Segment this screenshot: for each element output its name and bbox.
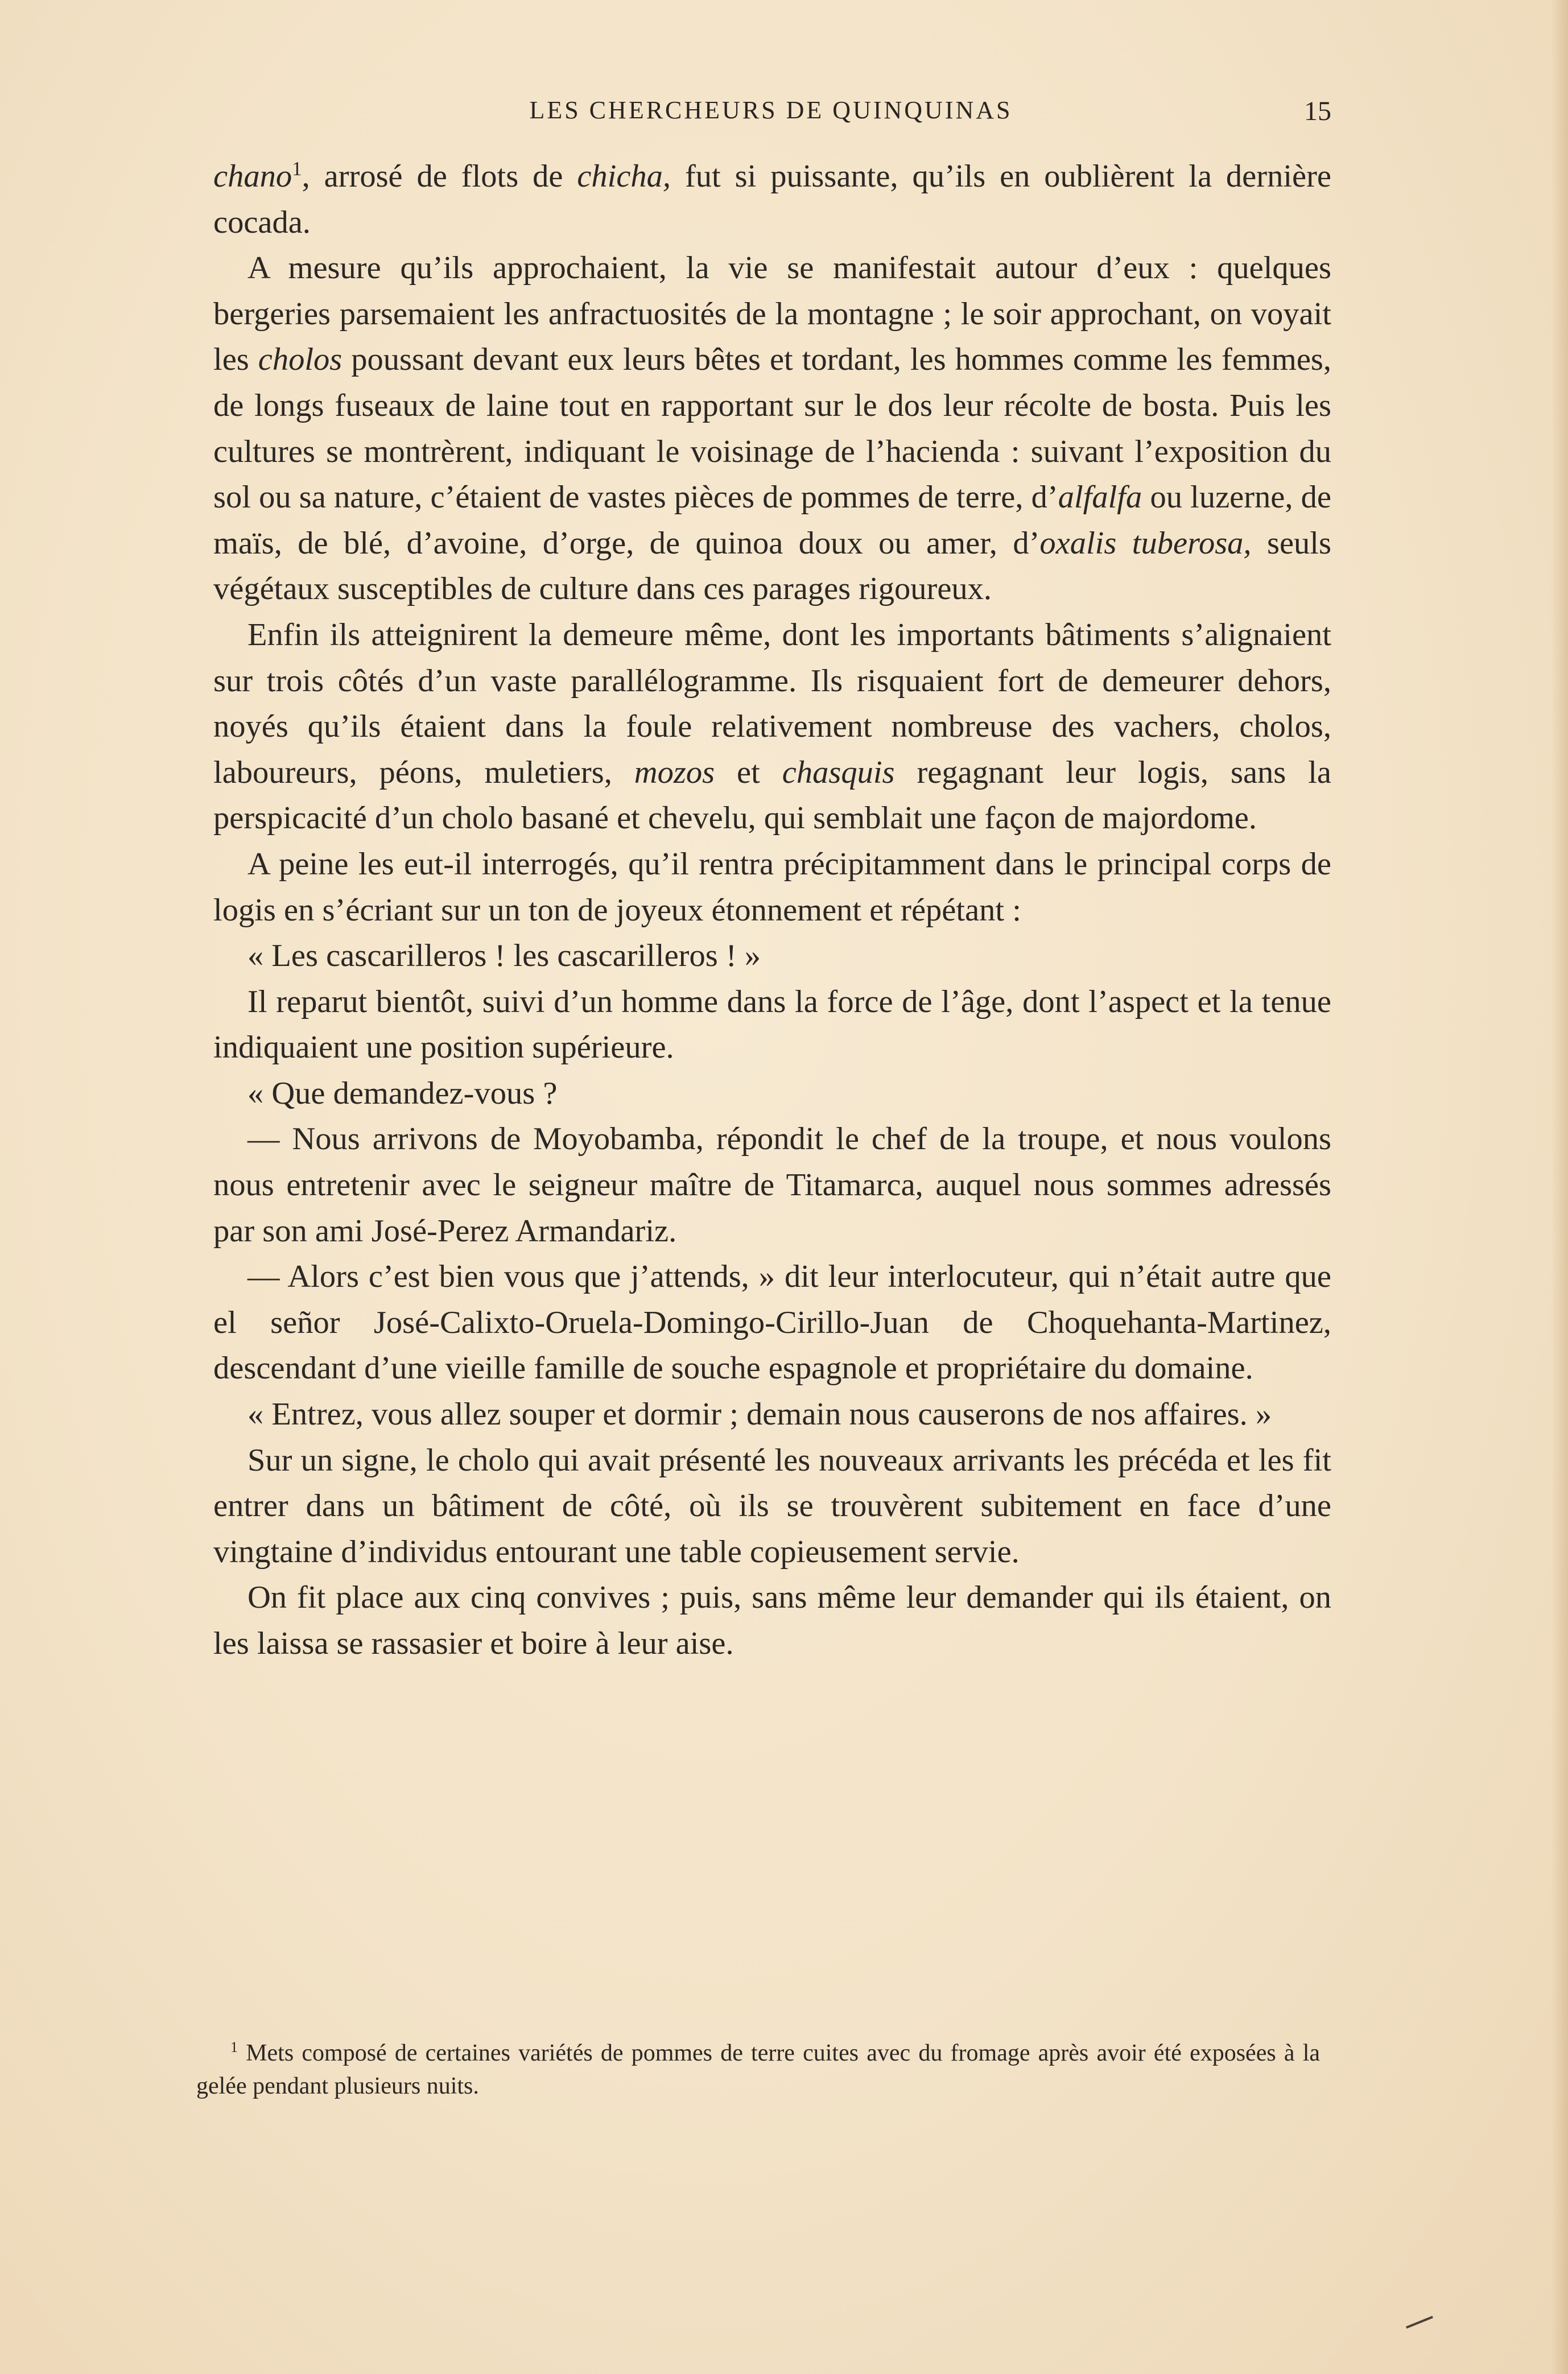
text-run: regagnant leur logis, sans la perspicacité d’un cholo basané et chevelu, qui semblait une façon de majordome. (213, 754, 1331, 836)
footnote-marker: 1 (292, 158, 302, 180)
text-run: poussant devant eux leurs bêtes et tordant, les hommes comme les femmes, de longs fuseaux de laine tout en rapportant sur le dos leur récolte de bosta. Puis les cultures se montrèrent, indiquant le voisinage de l’hacienda : suivant l’exposition du sol ou sa nature, c’étaient de vastes pièces de pommes de terre, d’ (213, 342, 1332, 515)
paragraph (213, 1116, 1331, 1254)
italic-text: chano (213, 159, 292, 194)
text-run: fut si puissante, qu’ils en oublièrent la dernière cocada. (213, 159, 1331, 240)
paragraph (213, 841, 1331, 933)
paragraph (213, 1392, 1331, 1438)
footnotes (196, 2037, 1320, 2103)
page-number: 15 (1304, 96, 1331, 126)
text-run: Sur un signe, le cholo qui avait présenté les nouveaux arrivants les précéda et les fit entrer dans un bâtiment de côté, où ils se trouvèrent subitement en face d’une vingtaine d’individus entourant une table copieusement servie. (213, 1442, 1331, 1570)
footnote-number: 1 (230, 2039, 238, 2055)
body-text (213, 154, 1331, 1667)
page-edge-shadow (1551, 0, 1568, 2374)
text-run: « Entrez, vous allez souper et dormir ; demain nous causerons de nos affaires. » (247, 1397, 1272, 1432)
italic-text: alfalfa (1058, 480, 1142, 515)
italic-text: chicha, (577, 159, 671, 194)
footnote-text: Mets composé de certaines variétés de pommes de terre cuites avec du fromage après avoir été exposées à la gelée pendant plusieurs nuits. (196, 2040, 1320, 2099)
paragraph (213, 979, 1331, 1071)
text-run: — Alors c’est bien vous que j’attends, » dit leur interlocuteur, qui n’était autre que el señor José-Calixto-Oruela-Domingo-Cirillo-Juan de Choquehanta-Martinez, descendant d’une vieille famille de souche espagnole et propriétaire du domaine. (213, 1259, 1331, 1386)
paragraph (213, 154, 1331, 245)
paragraph (213, 1575, 1331, 1666)
paragraph (213, 612, 1331, 841)
italic-text: mozos (634, 754, 715, 790)
ink-mark (1406, 2316, 1433, 2328)
page-header (211, 96, 1331, 135)
italic-text: oxalis tuberosa, (1039, 525, 1252, 561)
text-run: « Que demandez-vous ? (247, 1075, 558, 1111)
text-run: A mesure qu’ils approchaient, la vie se manifestait autour d’eux : quelques bergeries parsemaient les anfractuosités de la montagne ; le soir approchant, on voyait les (213, 250, 1331, 378)
footnote (196, 2037, 1320, 2103)
text-run: « Les cascarilleros ! les cascarilleros ! » (247, 938, 761, 974)
text-run: — Nous arrivons de Moyobamba, répondit le chef de la troupe, et nous voulons nous entretenir avec le seigneur maître de Titamarca, auquel nous sommes adressés par son ami José-Perez Armandariz. (213, 1121, 1331, 1249)
running-title: LES CHERCHEURS DE QUINQUINAS (529, 96, 1013, 124)
text-run: seuls végétaux susceptibles de culture dans ces parages rigoureux. (213, 525, 1331, 607)
paragraph (213, 1438, 1331, 1575)
italic-text: cholos (258, 342, 343, 378)
text-run: ou luzerne, de maïs, de blé, d’avoine, d’orge, de quinoa doux ou amer, d’ (213, 480, 1331, 561)
text-run: et (715, 754, 782, 790)
text-run: On fit place aux cinq convives ; puis, sans même leur demander qui ils étaient, on les laissa se rassasier et boire à leur aise. (213, 1580, 1331, 1661)
paragraph (213, 933, 1331, 979)
paragraph (213, 245, 1331, 612)
paragraph (213, 1254, 1331, 1392)
text-run: Il reparut bientôt, suivi d’un homme dans la force de l’âge, dont l’aspect et la tenue indiquaient une position supérieure. (213, 984, 1331, 1066)
text-run: , arrosé de flots de (302, 159, 577, 194)
text-run: Enfin ils atteignirent la demeure même, dont les importants bâtiments s’alignaient sur trois côtés d’un vaste parallélogramme. Ils risquaient fort de demeurer dehors, noyés qu’ils étaient dans la foule relativement nombreuse des vachers, cholos, laboureurs, péons, muletiers, (213, 617, 1331, 790)
italic-text: chasquis (782, 754, 895, 790)
paragraph (213, 1071, 1331, 1117)
text-run: A peine les eut-il interrogés, qu’il rentra précipitamment dans le principal corps de logis en s’écriant sur un ton de joyeux étonnement et répétant : (213, 846, 1331, 928)
